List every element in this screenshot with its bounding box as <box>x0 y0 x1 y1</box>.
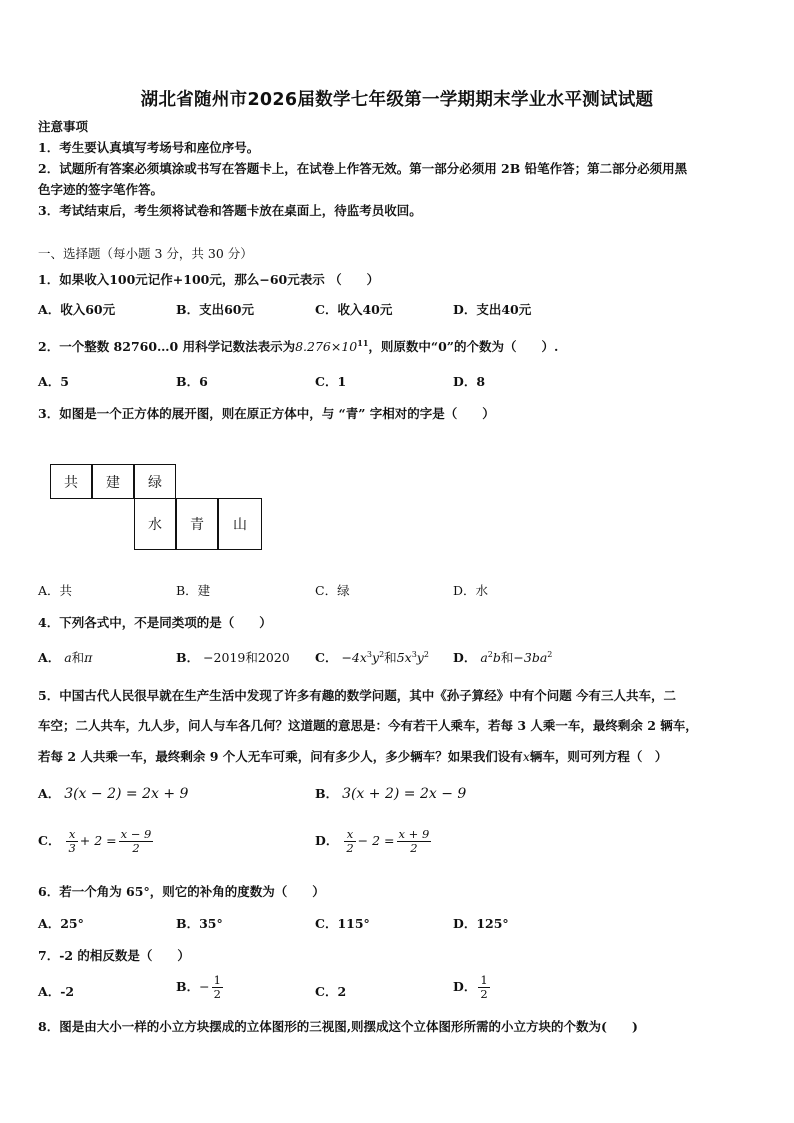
q6-stem: 6．若一个角为 65°，则它的补角的度数为（ ） <box>38 884 325 899</box>
q7-d-frac: $\frac{1}{2}$ <box>480 973 488 1001</box>
q5-line-1: 5．中国古代人民很早就在生产生活中发现了许多有趣的数学问题，其中《孙子算经》中有个问题 今有三人共车，二 <box>38 688 677 703</box>
q3-option-c: C．绿 <box>315 583 350 598</box>
q3-option-b: B．建 <box>176 583 211 598</box>
q7-label-b: B． <box>176 979 200 994</box>
q5-d-mid: − 2 = <box>357 833 395 848</box>
q4-d-conj: 和 <box>500 650 514 665</box>
q7-option-c: C．2 <box>315 984 347 999</box>
q4-b-left: −2019 <box>203 650 246 665</box>
q5-option-a <box>38 786 188 802</box>
q4-label-c: C． <box>315 650 338 665</box>
q4-d-mid: b <box>492 650 501 665</box>
q5-d-frac1: $\frac{x}{2}$ <box>346 827 354 855</box>
q4-a-right: π <box>84 650 93 665</box>
q2-sci-exp: 11 <box>357 338 369 348</box>
q7-stem: 7．-2 的相反数是（ ） <box>38 948 190 963</box>
q4-d-right: −3ba <box>513 650 548 665</box>
q5-option-b <box>315 786 466 802</box>
q5-line-3b: 辆车，则可列方程（ ） <box>529 749 668 764</box>
q2-option-d: D．8 <box>453 374 486 389</box>
q5-label-b: B． <box>315 786 339 801</box>
q5-label-c: C． <box>38 833 61 848</box>
q7-option-d <box>453 974 492 1001</box>
q5-label-d: D． <box>315 833 339 848</box>
q1-option-d: D．支出40元 <box>453 302 532 317</box>
q6-option-a: A．25° <box>38 916 84 931</box>
q4-c-conj: 和 <box>384 650 397 665</box>
q4-a-conj: 和 <box>71 650 85 665</box>
q4-c-left: −4x <box>341 650 367 665</box>
q5-d-frac2: $\frac{x + 9}{2}$ <box>398 827 430 855</box>
q4-d-exp2: 2 <box>547 650 553 659</box>
q7-b-sign: − <box>199 979 210 994</box>
q4-option-b <box>176 650 290 666</box>
q1-stem: 1．如果收入100元记作+100元，那么−60元表示 （ ） <box>38 272 380 287</box>
net-cell-shui: 水 <box>134 498 176 550</box>
q5-c-mid: + 2 = <box>79 833 117 848</box>
q7-label-d: D． <box>453 979 477 994</box>
q4-c-mid2: y <box>416 650 424 665</box>
q4-c-right: 5x <box>396 650 412 665</box>
q7-b-frac: $\frac{1}{2}$ <box>213 973 221 1001</box>
q4-c-exp3: 3 <box>411 650 417 659</box>
q4-option-c <box>315 650 429 666</box>
q1-option-b: B．支出60元 <box>176 302 254 317</box>
q7-option-b <box>176 974 225 1001</box>
q4-option-d <box>453 650 552 666</box>
notice-item-2-cont: 色字迹的签字笔作答。 <box>38 182 164 197</box>
q4-c-mid: y <box>372 650 380 665</box>
q5-option-c <box>38 828 155 855</box>
page-title: 湖北省随州市2026届数学七年级第一学期期末学业水平测试试题 <box>140 90 654 110</box>
q5-line-2: 车空；二人共车，九人步，问人与车各几何？这道题的意思是：今有若干人乘车，若每 3 人乘一车，最终剩余 2 辆车， <box>38 718 698 733</box>
net-cell-jian: 建 <box>92 464 134 499</box>
q6-option-c: C．115° <box>315 916 370 931</box>
q2-option-a: A．5 <box>38 374 69 389</box>
q3-option-d: D．水 <box>453 583 489 598</box>
q5-eq-a: 3(x − 2) = 2x + 9 <box>64 786 189 802</box>
q1-option-c: C．收入40元 <box>315 302 393 317</box>
q2-option-b: B．6 <box>176 374 208 389</box>
net-cell-shan: 山 <box>218 498 262 550</box>
net-cell-lv: 绿 <box>134 464 176 499</box>
q8-stem: 8．图是由大小一样的小立方块摆成的立体图形的三视图,则摆成这个立体图形所需的小立方块的个数为( ) <box>38 1019 638 1034</box>
q5-label-a: A． <box>38 786 61 801</box>
q5-line-3 <box>38 749 667 765</box>
q3-stem: 3．如图是一个正方体的展开图，则在原正方体中，与 “青” 字相对的字是（ ） <box>38 406 495 421</box>
q5-c-frac2: $\frac{x - 9}{2}$ <box>120 827 152 855</box>
q4-a-left: a <box>64 650 72 665</box>
q6-option-b: B．35° <box>176 916 223 931</box>
q1-option-a: A．收入60元 <box>38 302 116 317</box>
q4-c-exp4: 2 <box>423 650 429 659</box>
q4-d-left: a <box>480 650 488 665</box>
q6-option-d: D．125° <box>453 916 509 931</box>
net-cell-gong: 共 <box>50 464 92 499</box>
q2-sci-base: 8.276×10 <box>295 339 358 354</box>
net-cell-qing: 青 <box>176 498 218 550</box>
q4-c-exp1: 3 <box>366 650 373 659</box>
q4-c-exp2: 2 <box>379 650 385 659</box>
q3-option-a: A．共 <box>38 583 73 598</box>
q4-stem: 4．下列各式中，不是同类项的是（ ） <box>38 615 272 630</box>
q5-var-x: x <box>522 749 530 764</box>
q4-option-a <box>38 650 92 666</box>
q5-line-3a: 若每 2 人共乘一车，最终剩余 9 个人无车可乘，问有多少人，多少辆车？如果我们设有 <box>38 749 523 764</box>
q2-option-c: C．1 <box>315 374 347 389</box>
notice-item-3: 3．考试结束后，考生须将试卷和答题卡放在桌面上，待监考员收回。 <box>38 203 422 218</box>
section-heading: 一、选择题（每小题 3 分，共 30 分） <box>38 246 253 261</box>
q2-stem-b: ，则原数中“0”的个数为（ ）. <box>368 339 559 354</box>
q4-b-right: 2020 <box>257 650 290 665</box>
q2-stem <box>38 339 558 355</box>
q4-label-b: B． <box>176 650 200 665</box>
q7-option-a: A．-2 <box>38 984 75 999</box>
notice-item-1: 1．考生要认真填写考场号和座位序号。 <box>38 140 260 155</box>
notice-item-2: 2．试题所有答案必须填涂或书写在答题卡上，在试卷上作答无效。第一部分必须用 2B 铅笔作答；第二部分必须用黑 <box>38 161 688 176</box>
q5-eq-b: 3(x + 2) = 2x − 9 <box>342 786 467 802</box>
q5-option-d <box>315 828 433 855</box>
q2-stem-a: 2．一个整数 82760…0 用科学记数法表示为 <box>38 339 296 354</box>
q4-b-conj: 和 <box>245 650 258 665</box>
q5-c-frac1: $\frac{x}{3}$ <box>68 827 76 855</box>
q4-label-a: A． <box>38 650 61 665</box>
notice-heading: 注意事项 <box>38 119 89 134</box>
q4-label-d: D． <box>453 650 477 665</box>
q4-d-exp1: 2 <box>487 650 493 659</box>
